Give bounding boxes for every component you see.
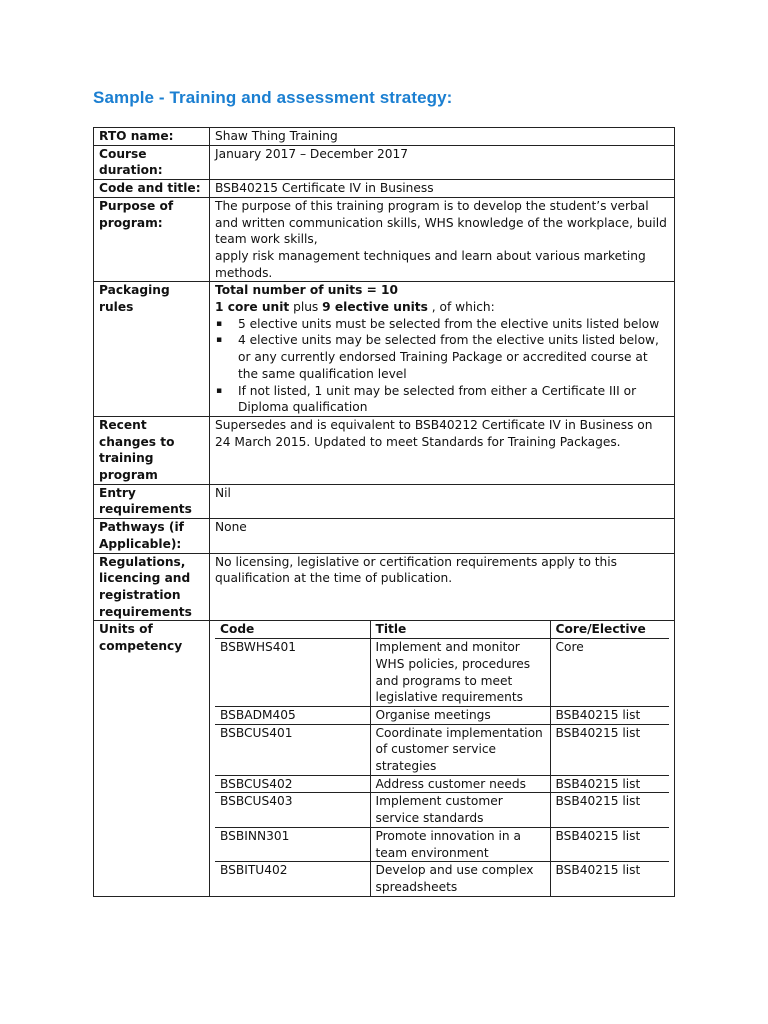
table-row	[94, 197, 675, 282]
packaging-summary	[215, 299, 669, 316]
table-row	[215, 639, 669, 707]
table-row	[94, 519, 675, 553]
table-row	[94, 180, 675, 198]
unit-code: BSBADM405	[215, 706, 370, 724]
elective-count: 9 elective units	[322, 300, 428, 315]
units-cell	[210, 621, 675, 896]
unit-title: Organise meetings	[370, 706, 550, 724]
table-row	[94, 128, 675, 146]
table-row	[215, 706, 669, 724]
entry-value: Nil	[210, 484, 675, 518]
unit-title: Implement customer service standards	[370, 793, 550, 827]
pathways-value: None	[210, 519, 675, 553]
rto-label: RTO name:	[94, 128, 210, 146]
list-item	[215, 316, 669, 333]
table-row	[94, 553, 675, 621]
list-item	[215, 383, 669, 416]
packaging-value	[210, 282, 675, 417]
page-title: Sample - Training and assessment strategy:	[93, 88, 453, 107]
changes-value: Supersedes and is equivalent to BSB40212 Certificate IV in Business on 24 March 2015. Updated to meet Standards for Training Packages.	[210, 416, 675, 484]
table-row	[215, 793, 669, 827]
unit-title: Develop and use complex spreadsheets	[370, 862, 550, 896]
of-which-text: , of which:	[427, 300, 495, 315]
unit-type: BSB40215 list	[550, 827, 669, 861]
packaging-label: Packaging rules	[94, 282, 210, 417]
unit-title: Address customer needs	[370, 775, 550, 793]
unit-type: BSB40215 list	[550, 862, 669, 896]
table-row	[94, 416, 675, 484]
duration-value: January 2017 – December 2017	[210, 145, 675, 179]
unit-code: BSBITU402	[215, 862, 370, 896]
entry-label: Entry requirements	[94, 484, 210, 518]
regulations-value: No licensing, legislative or certification requirements apply to this qualification at the time of publication.	[210, 553, 675, 621]
rule-text: 5 elective units must be selected from the elective units listed below	[238, 316, 660, 331]
units-label: Units of competency	[94, 621, 210, 896]
pathways-label: Pathways (if Applicable):	[94, 519, 210, 553]
list-item	[215, 332, 669, 382]
column-header-code: Code	[215, 621, 370, 638]
table-row	[94, 484, 675, 518]
unit-code: BSBCUS403	[215, 793, 370, 827]
table-row	[215, 724, 669, 775]
table-row	[215, 827, 669, 861]
duration-label: Course duration:	[94, 145, 210, 179]
table-row	[94, 145, 675, 179]
code-title-value: BSB40215 Certificate IV in Business	[210, 180, 675, 198]
rule-text: If not listed, 1 unit may be selected from either a Certificate III or Diploma qualification	[238, 383, 637, 415]
unit-code: BSBWHS401	[215, 639, 370, 707]
unit-type: BSB40215 list	[550, 706, 669, 724]
code-title-label: Code and title:	[94, 180, 210, 198]
table-row	[94, 282, 675, 417]
rto-value: Shaw Thing Training	[210, 128, 675, 146]
unit-title: Coordinate implementation of customer service strategies	[370, 724, 550, 775]
bullet-icon: ▪	[216, 385, 223, 396]
changes-label: Recent changes to training program	[94, 416, 210, 484]
packaging-total: Total number of units = 10	[215, 283, 399, 298]
plus-text: plus	[289, 300, 323, 315]
column-header-title: Title	[370, 621, 550, 638]
units-header-row	[215, 621, 669, 638]
regulations-label: Regulations, licencing and registration requirements	[94, 553, 210, 621]
units-table	[215, 621, 669, 895]
table-row	[94, 621, 675, 896]
unit-code: BSBCUS402	[215, 775, 370, 793]
table-row	[215, 775, 669, 793]
bullet-icon: ▪	[216, 318, 223, 329]
purpose-line: apply risk management techniques and learn about various marketing methods.	[215, 248, 646, 280]
unit-type: BSB40215 list	[550, 775, 669, 793]
unit-code: BSBCUS401	[215, 724, 370, 775]
packaging-rules-list	[215, 316, 669, 416]
unit-code: BSBINN301	[215, 827, 370, 861]
purpose-value	[210, 197, 675, 282]
unit-title: Promote innovation in a team environment	[370, 827, 550, 861]
unit-title: Implement and monitor WHS policies, procedures and programs to meet legislative requirements	[370, 639, 550, 707]
bullet-icon: ▪	[216, 335, 223, 346]
rule-text: 4 elective units may be selected from the elective units listed below, or any currently endorsed Training Package or accredited course at the same qualification level	[238, 333, 659, 381]
core-count: 1 core unit	[215, 300, 290, 315]
strategy-table	[93, 127, 675, 897]
unit-type: Core	[550, 639, 669, 707]
column-header-type: Core/Elective	[550, 621, 669, 638]
purpose-line: The purpose of this training program is to develop the student’s verbal and written communication skills, WHS knowledge of the workplace, build team work skills,	[215, 198, 667, 247]
table-row	[215, 862, 669, 896]
unit-type: BSB40215 list	[550, 793, 669, 827]
purpose-label: Purpose of program:	[94, 197, 210, 282]
unit-type: BSB40215 list	[550, 724, 669, 775]
